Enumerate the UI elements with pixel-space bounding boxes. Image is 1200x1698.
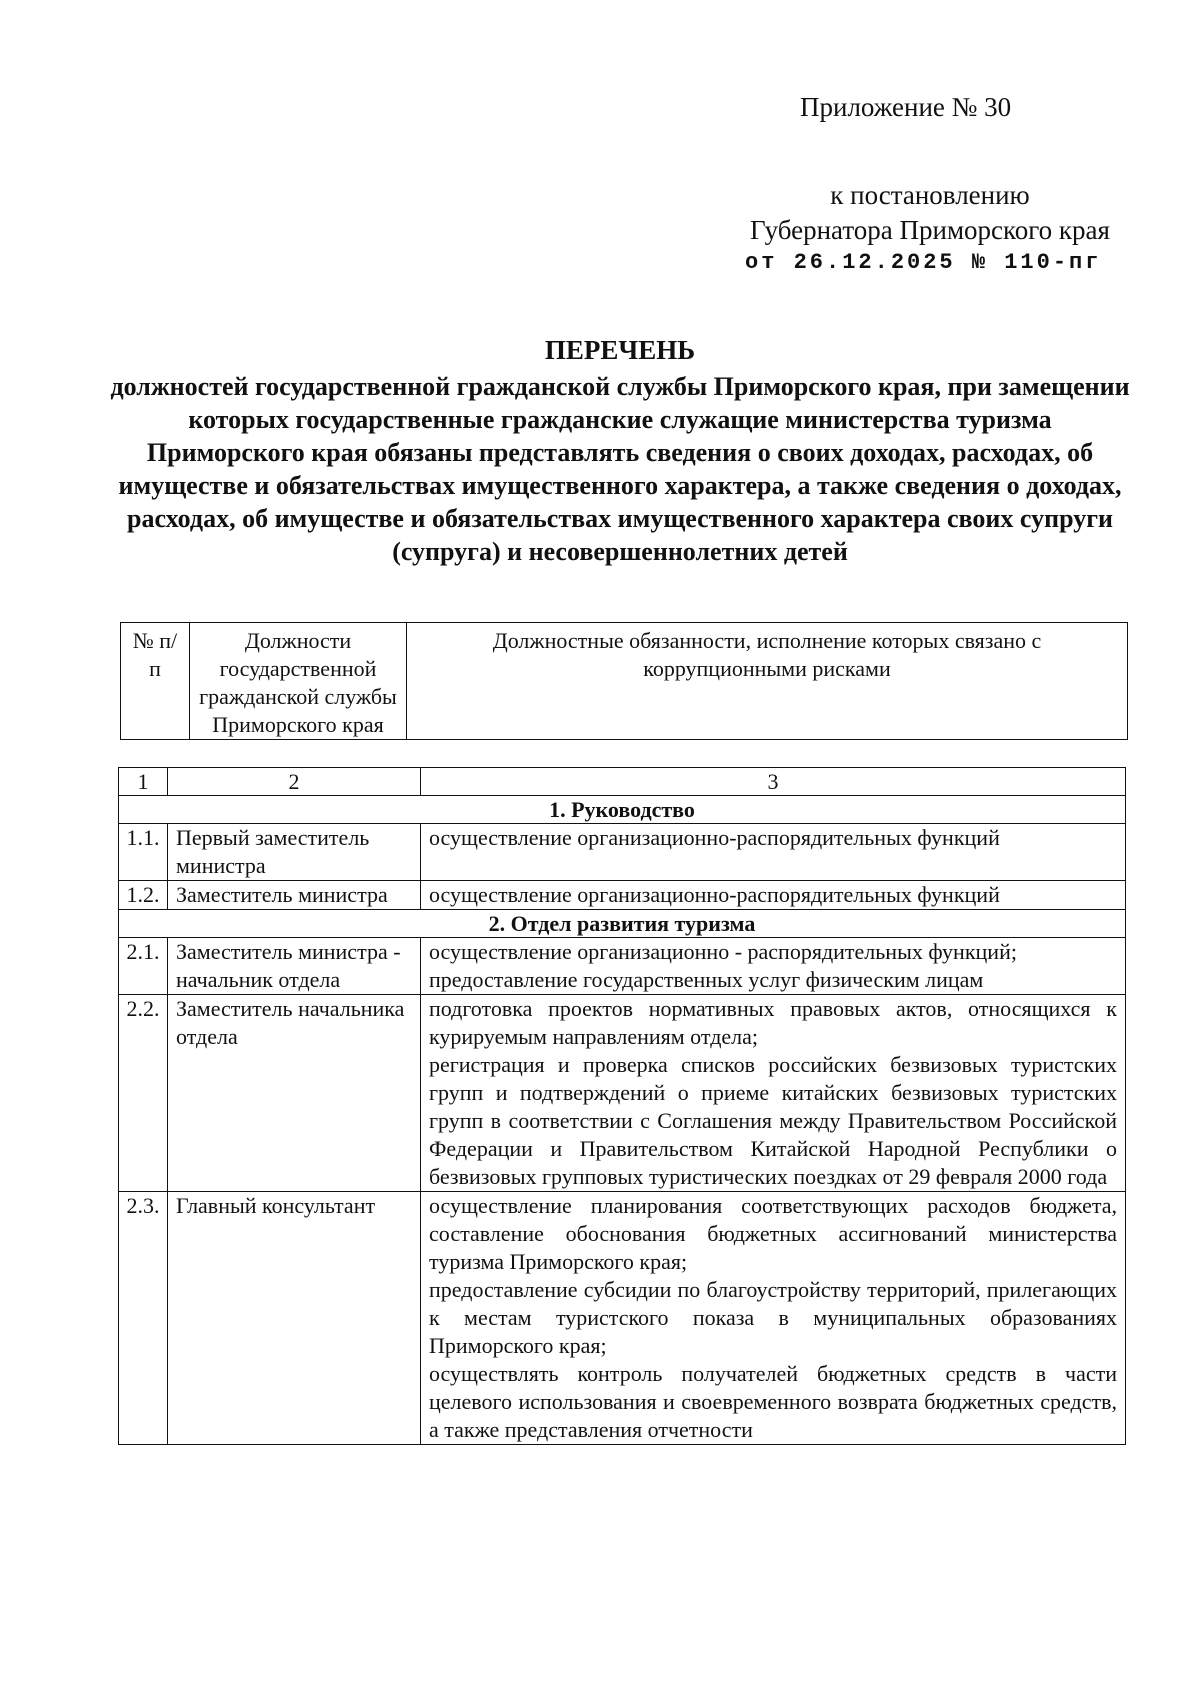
duties-cell [421,881,1126,910]
duty-item: осуществлять контроль получателей бюджетных средств в части целевого использования и своевременного возврата бюджетных средств, а также представления отчетности [429,1361,1117,1442]
duty-item: подготовка проектов нормативных правовых актов, относящихся к курируемым направлениям отдела; [429,996,1117,1049]
column-number: 2 [168,768,421,796]
positions-table [118,767,1126,1445]
row-number: 2.3. [119,1192,168,1445]
section-title: 1. Руководство [119,796,1126,824]
duties-cell [421,1192,1126,1445]
decree-reference [720,178,1140,248]
duties-cell [421,824,1126,881]
section-row [119,910,1126,938]
column-number-row [119,768,1126,796]
table-row [119,1192,1126,1445]
column-number: 3 [421,768,1126,796]
column-number: 1 [119,768,168,796]
document-subtitle: должностей государственной гражданской службы Приморского края, при замещении которых государственные гражданские служащие министерства туризма Приморского края обязаны представлять сведения о своих доходах, расходах, об имуществе и обязательствах имущественного характера, а также сведения о доходах, расходах, об имуществе и обязательствах имущественного характера своих супруги (супруга) и несовершеннолетних детей [110,372,1130,566]
position-title: Заместитель министра [168,881,421,910]
duty-item: регистрация и проверка списков российских безвизовых туристских групп и подтверждений о приеме китайских безвизовых туристских групп в соответствии с Соглашения между Правительством Российской Федерации и Правительством Китайской Народной Республики о безвизовых групповых туристических поездках от 29 февраля 2000 года [429,1052,1117,1189]
row-number: 2.1. [119,938,168,995]
decree-date-stamp: от 26.12.2025 № 110-пг [745,250,1102,275]
section-row [119,796,1126,824]
annex-number: Приложение № 30 [800,92,1012,122]
header-col-position: Должности государственной гражданской службы Приморского края [190,623,407,740]
position-title: Главный консультант [168,1192,421,1445]
decree-line-2: Губернатора Приморского края [750,215,1110,245]
table-header [120,622,1128,740]
position-title: Заместитель министра - начальник отдела [168,938,421,995]
document-title: ПЕРЕЧЕНЬ [544,335,696,365]
duty-item: предоставление субсидии по благоустройству территорий, прилегающих к местам туристского показа в муниципальных образованиях Приморского края; [429,1277,1117,1358]
table-row [119,881,1126,910]
duty-item: осуществление планирования соответствующих расходов бюджета, составление обоснования бюджетных ассигнований министерства туризма Приморского края; [429,1193,1117,1274]
position-title: Заместитель начальника отдела [168,995,421,1192]
duties-cell [421,938,1126,995]
table-row [119,824,1126,881]
header-col-duties: Должностные обязанности, исполнение которых связано с коррупционными рисками [407,623,1128,740]
position-title: Первый заместитель министра [168,824,421,881]
duty-item: предоставление государственных услуг физическим лицам [429,967,984,992]
duties-cell [421,995,1126,1192]
header-col-number: № п/п [121,623,190,740]
table-row [119,995,1126,1192]
duty-item: осуществление организационно-распорядительных функций [429,825,1000,850]
duty-item: осуществление организационно-распорядительных функций [429,882,1000,907]
duty-item: осуществление организационно - распорядительных функций; [429,939,1017,964]
section-title: 2. Отдел развития туризма [119,910,1126,938]
table-row [119,938,1126,995]
decree-line-1: к постановлению [830,180,1030,210]
row-number: 1.2. [119,881,168,910]
row-number: 1.1. [119,824,168,881]
row-number: 2.2. [119,995,168,1192]
